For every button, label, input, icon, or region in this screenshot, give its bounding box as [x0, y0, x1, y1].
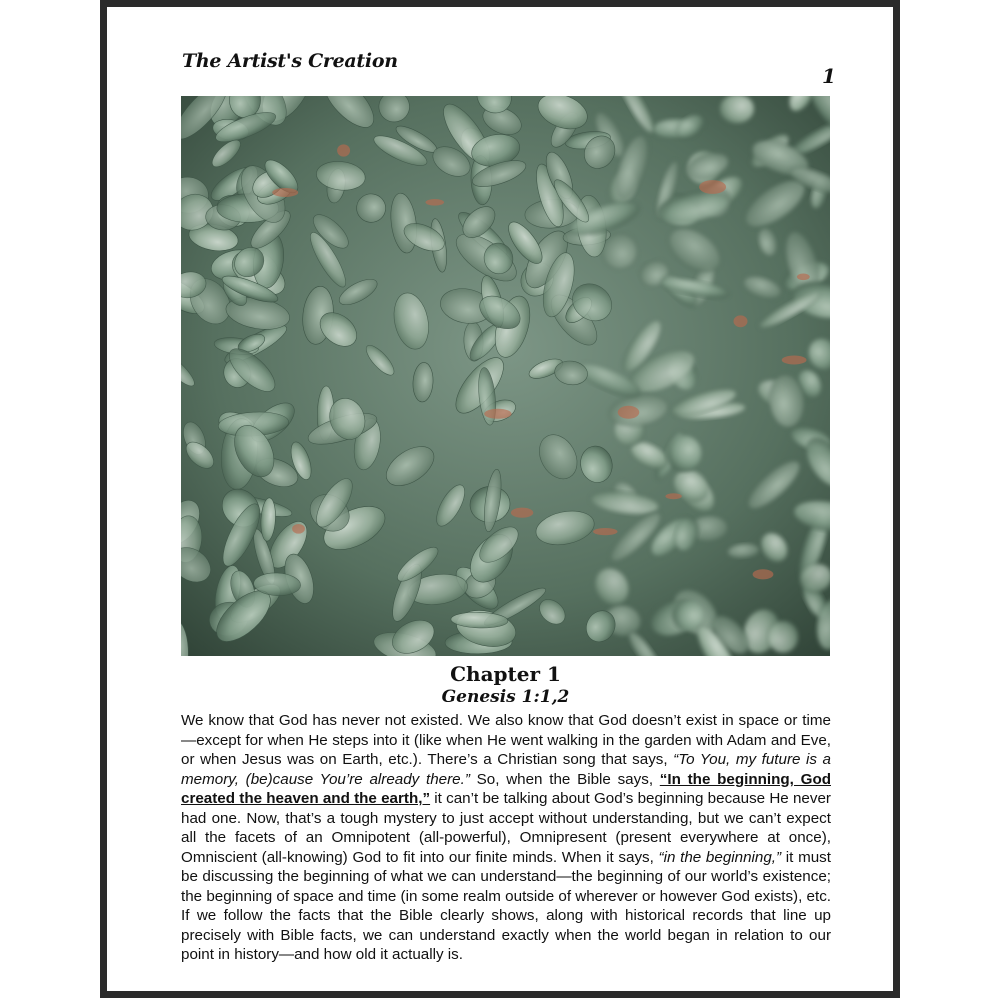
beginning-phrase: “in the beginning,” [658, 848, 782, 866]
book-title: The Artist's Creation [182, 50, 398, 72]
verse-quote: “In the beginning, God created the heaven and the earth,” [181, 770, 831, 807]
page-number: 1 [822, 64, 836, 88]
leaf-tip [292, 524, 305, 534]
body-text-part: it can’t be talking about God’s beginning because He never had one. Now, that’s a tough mystery to just accept without understanding, but we can’t expect all the facets of an Omnipotent (all-powerful), Omnipresent (present everywhere at once), Omniscient (all-knowing) God to fit into our finite minds. When it says, [181, 790, 831, 866]
chapter-reference: Genesis 1:1,2 [441, 687, 570, 707]
body-paragraph [181, 711, 831, 965]
leaf-tip [797, 274, 810, 281]
leaf-tip [511, 508, 533, 518]
leaf-tip [699, 180, 726, 194]
leaf-tip [426, 199, 445, 206]
succulent-illustration [181, 96, 830, 656]
leaf-tip [782, 356, 807, 365]
chapter-title: Chapter 1 [450, 662, 561, 686]
body-text-part: We know that God has never not existed. We also know that God doesn’t exist in space or time—except for when He steps into it (like when He went walking in the garden with Adam and Eve, or when Jesus was on Earth, etc.). There’s a Christian song that says, [181, 712, 831, 768]
leaf-tip [593, 528, 617, 535]
leaf-tip [337, 144, 350, 156]
leaf-tip [272, 188, 298, 197]
leaf-tip [484, 409, 511, 419]
body-text-part: So, when the Bible says, [469, 770, 660, 788]
leaf-tip [665, 493, 681, 499]
leaf-tip [734, 315, 748, 327]
song-quote: “To You, my future is a memory, (be)cause You’re already there.” [181, 751, 831, 788]
leaf-tip [618, 406, 640, 419]
plant-photo [181, 96, 830, 656]
leaf-tip [753, 569, 774, 579]
body-text-part: it must be discussing the beginning of what we can understand—the beginning of our world’s existence; the beginning of space and time (in some realm outside of wherever or however God exists), etc. If we follow the facts that the Bible clearly shows, along with historical records that line up precisely with Bible facts, we can understand exactly when the world began in relation to our point in history—and how old it actually is. [181, 848, 832, 963]
